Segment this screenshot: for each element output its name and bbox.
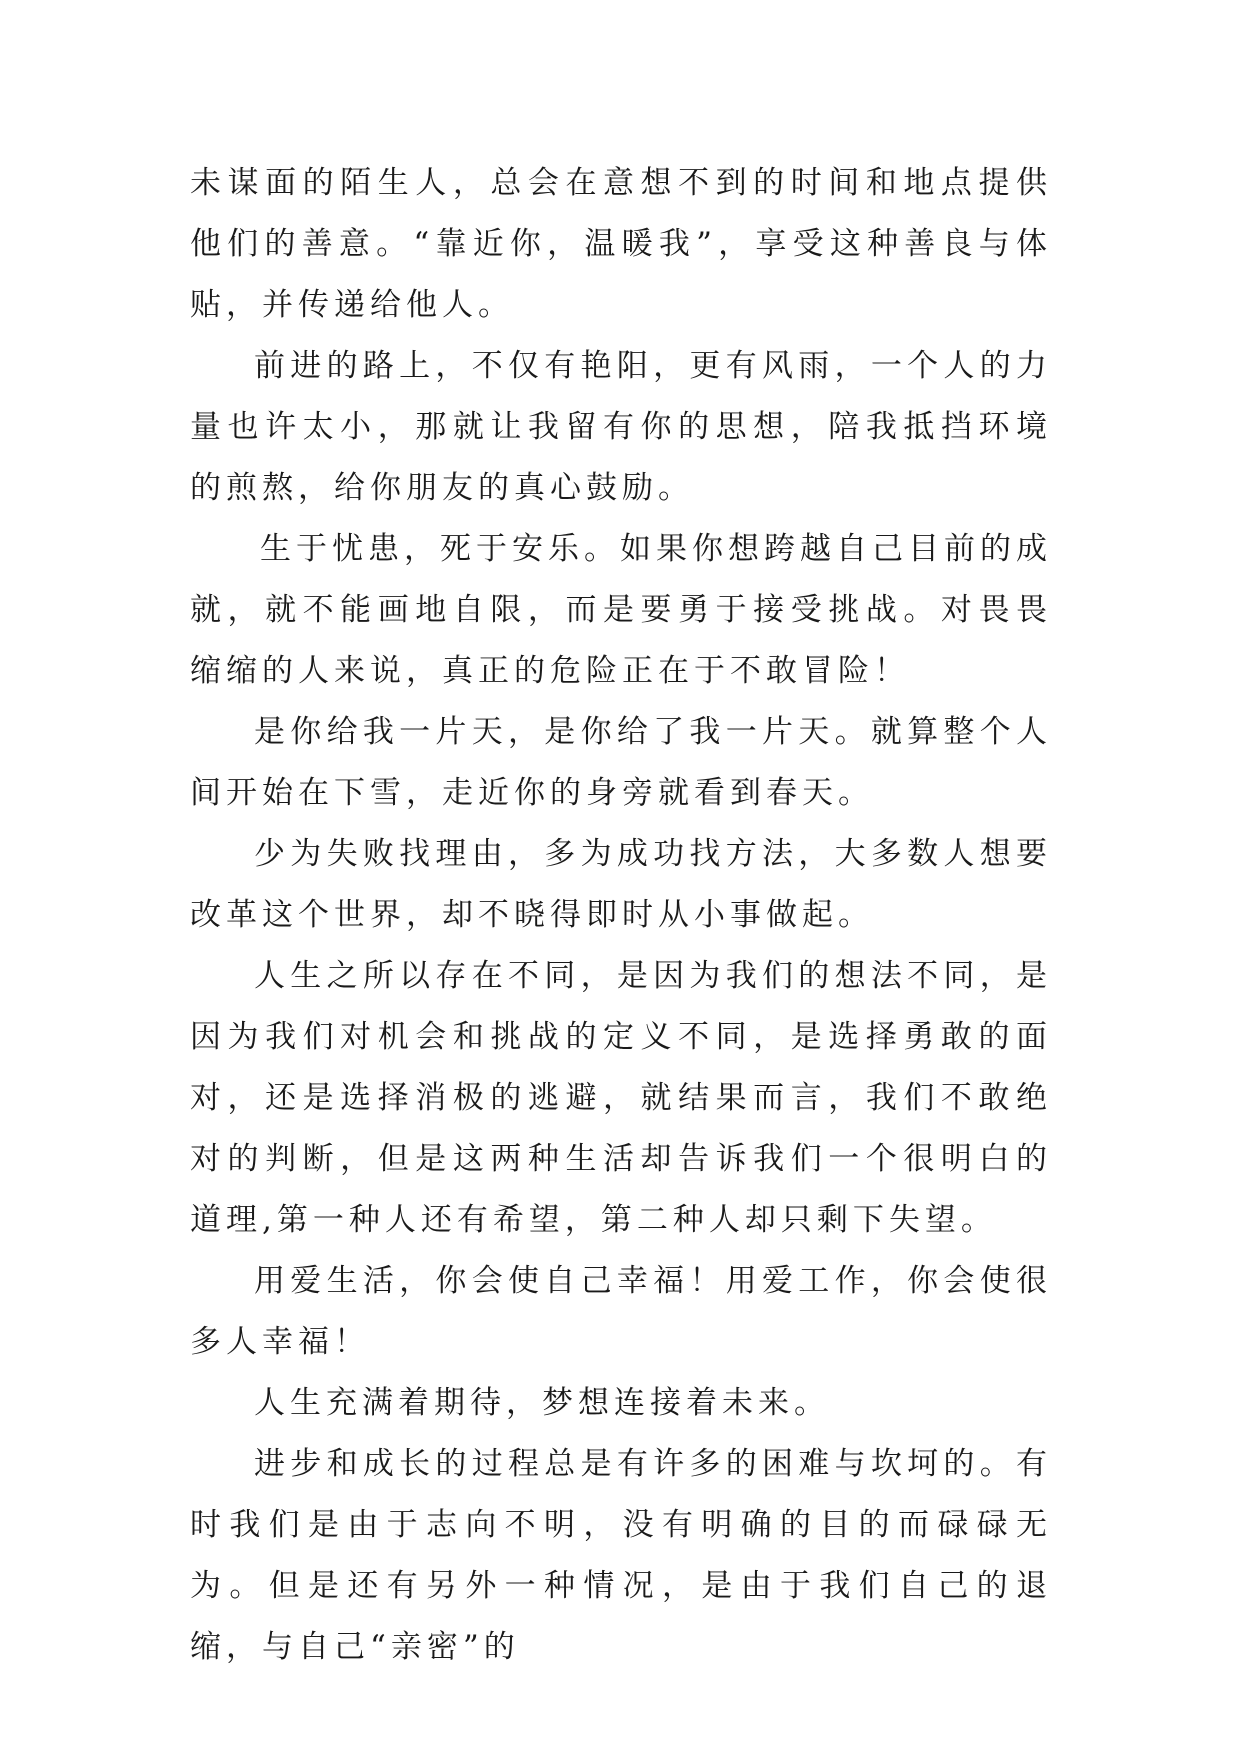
paragraph-9: 进步和成长的过程总是有许多的困难与坎坷的。有时我们是由于志向不明，没有明确的目的而碌碌无为。但是还有另外一种情况，是由于我们自己的退缩，与自己“亲密”的 bbox=[190, 1446, 1052, 1665]
paragraph-6: 人生之所以存在不同，是因为我们的想法不同，是因为我们对机会和挑战的定义不同，是选择勇敢的面对，还是选择消极的逃避，就结果而言，我们不敢绝对的判断，但是这两种生活却告诉我们一个很明白的道理,第一种人还有希望，第二种人却只剩下失望。 bbox=[190, 958, 1052, 1238]
paragraph-2: 前进的路上，不仅有艳阳，更有风雨，一个人的力量也许太小，那就让我留有你的思想，陪我抵挡环境的煎熬，给你朋友的真心鼓励。 bbox=[190, 348, 1052, 506]
paragraph-8: 人生充满着期待，梦想连接着未来。 bbox=[254, 1385, 830, 1421]
document-body bbox=[190, 153, 1052, 1678]
paragraph-4: 是你给我一片天，是你给了我一片天。就算整个人间开始在下雪，走近你的身旁就看到春天。 bbox=[190, 714, 1052, 811]
paragraph-5: 少为失败找理由，多为成功找方法，大多数人想要改革这个世界，却不晓得即时从小事做起。 bbox=[190, 836, 1052, 933]
paragraph-1: 未谋面的陌生人，总会在意想不到的时间和地点提供他们的善意。“靠近你，温暖我”，享受这种善良与体贴，并传递给他人。 bbox=[190, 165, 1052, 323]
paragraph-7: 用爱生活，你会使自己幸福！用爱工作，你会使很多人幸福！ bbox=[190, 1263, 1052, 1360]
paragraph-3: 生于忧患，死于安乐。如果你想跨越自己目前的成就，就不能画地自限，而是要勇于接受挑战。对畏畏缩缩的人来说，真正的危险正在于不敢冒险！ bbox=[190, 531, 1052, 689]
